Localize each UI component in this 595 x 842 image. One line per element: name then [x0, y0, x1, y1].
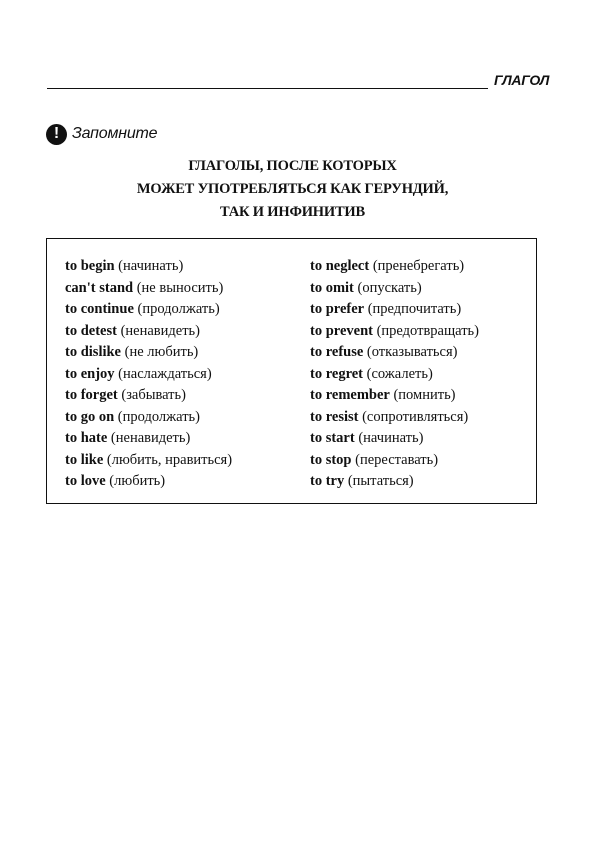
verb-translation: (переставать) [355, 451, 439, 468]
heading-line: ГЛАГОЛЫ, ПОСЛЕ КОТОРЫХ [188, 158, 397, 174]
verb-text: to regret [310, 365, 364, 382]
verb-item [65, 321, 232, 343]
verb-translation: (начинать) [118, 258, 184, 274]
verb-column-left [65, 256, 232, 493]
verb-item [310, 471, 479, 493]
verb-text: to resist [310, 408, 359, 425]
exclamation-icon: ! [46, 124, 67, 145]
verb-text: to like [65, 451, 104, 468]
verb-text: can't stand [65, 279, 134, 296]
verb-text: to prefer [310, 301, 365, 317]
note-label: Запомните [72, 125, 158, 142]
verb-translation: (пренебрегать) [372, 258, 465, 274]
verb-text: to detest [65, 322, 117, 339]
verb-translation: (пытаться) [347, 473, 414, 489]
verb-item [310, 342, 479, 364]
verb-translation: (начинать) [358, 430, 424, 446]
verb-translation: (не любить) [124, 344, 199, 360]
verb-list-box [46, 238, 537, 504]
section-title: ГЛАГОЛ [494, 72, 550, 88]
verb-text: to go on [65, 408, 115, 425]
verb-item [310, 299, 479, 321]
verb-item [65, 364, 232, 386]
verb-column-right [310, 256, 479, 493]
verb-item [65, 299, 232, 321]
verb-item [310, 385, 479, 407]
verb-item [65, 428, 232, 450]
verb-item [310, 364, 479, 386]
verb-translation: (опускать) [357, 279, 422, 296]
verb-text: to hate [65, 430, 108, 446]
verb-item [65, 471, 232, 493]
verb-item [65, 450, 232, 472]
verb-item [310, 407, 479, 429]
verb-translation: (продолжать) [117, 408, 200, 425]
verb-text: to love [65, 473, 106, 489]
heading-line: МОЖЕТ УПОТРЕБЛЯТЬСЯ КАК ГЕРУНДИЙ, [136, 181, 449, 197]
verb-text: to enjoy [65, 365, 115, 382]
verb-translation: (помнить) [393, 387, 456, 403]
verb-translation: (ненавидеть) [110, 430, 191, 446]
verb-item [65, 278, 232, 300]
verb-text: to prevent [310, 322, 373, 339]
verb-text: to try [310, 473, 345, 489]
page-heading [47, 155, 538, 224]
verb-translation: (сопротивляться) [362, 408, 469, 425]
note-callout [46, 121, 157, 147]
verb-item [65, 342, 232, 364]
verb-text: to dislike [65, 344, 121, 360]
verb-item [310, 278, 479, 300]
verb-text: to start [310, 430, 355, 446]
verb-translation: (любить) [109, 473, 166, 489]
verb-text: to remember [310, 387, 390, 403]
verb-text: to neglect [310, 258, 370, 274]
verb-translation: (предотвращать) [376, 322, 479, 339]
heading-line: ТАК И ИНФИНИТИВ [220, 204, 365, 220]
verb-item [310, 321, 479, 343]
verb-text: to stop [310, 451, 352, 468]
verb-text: to forget [65, 387, 118, 403]
verb-translation: (предпочитать) [367, 301, 462, 317]
verb-item [65, 256, 232, 278]
verb-text: to refuse [310, 344, 364, 360]
verb-item [310, 256, 479, 278]
verb-translation: (отказываться) [366, 344, 458, 360]
verb-text: to begin [65, 258, 115, 274]
header-rule [47, 88, 488, 89]
verb-item [310, 428, 479, 450]
verb-text: to omit [310, 279, 354, 296]
verb-translation: (продолжать) [137, 301, 220, 317]
verb-item [310, 450, 479, 472]
verb-translation: (забывать) [121, 387, 186, 403]
verb-item [65, 385, 232, 407]
verb-translation: (сожалеть) [366, 365, 433, 382]
verb-item [65, 407, 232, 429]
verb-translation: (ненавидеть) [120, 322, 200, 339]
verb-translation: (не выносить) [136, 279, 224, 296]
verb-translation: (любить, нравиться) [106, 451, 233, 468]
verb-text: to continue [65, 301, 134, 317]
verb-translation: (наслаждаться) [118, 365, 212, 382]
